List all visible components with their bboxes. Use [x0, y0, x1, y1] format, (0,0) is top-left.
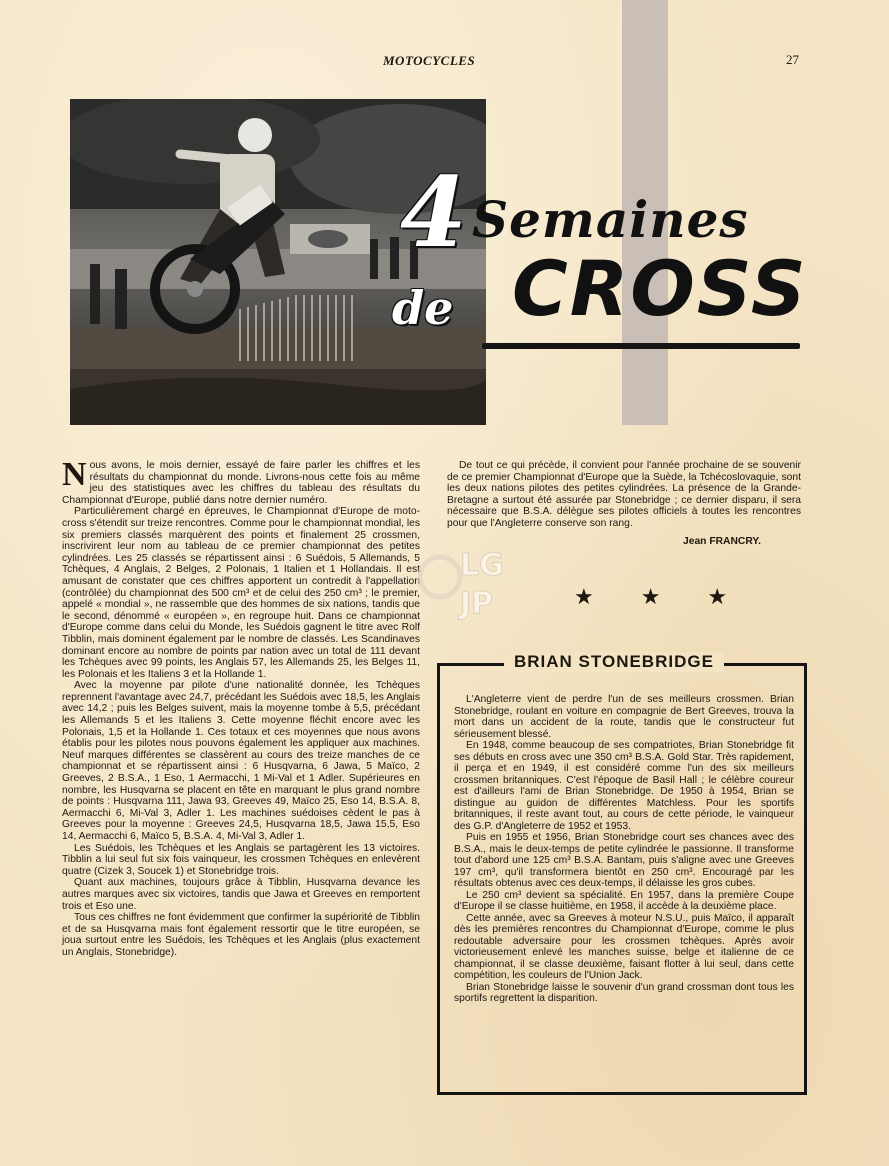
article-paragraph: Les Suédois, les Tchèques et les Anglais se partagèrent les 13 victoires. Tibblin a lui seul fut six fois vainqueur, les crossmen Tchèques en enlevèrent quatre (Cizek 3, Soucek 1) et Stonebridge trois. [62, 842, 420, 877]
obituary-paragraph: L'Angleterre vient de perdre l'un de ses meilleurs crossmen. Brian Stonebridge, roulant en voiture en compagnie de Bert Greeves, trouva la mort dans un accident de la route, tandis que le constructeur fut sérieusement blessé. [454, 694, 794, 740]
obituary-paragraph: Le 250 cm³ devient sa spécialité. En 1957, dans la première Coupe d'Europe il se classe huitième, en 1958, il accède à la deuxième place. [454, 889, 794, 912]
article-left-column [62, 456, 420, 959]
obituary-paragraph: En 1948, comme beaucoup de ses compatriotes, Brian Stonebridge fit ses débuts en cross avec une 350 cm³ B.S.A. Gold Star. Très rapidement, il perça et en 1949, il est considéré comme l'un des six meilleurs crossmen britanniques. C'est l'époque de Basil Hall ; le célèbre coureur est d'ailleurs l'ami de Brian Stonebridge. De 1950 à 1954, Brian se distingue au guidon de différentes Matchless. Pour les sportifs britanniques, il reste avant tout, au cours de cette période, le vainqueur des G.P. d'Angleterre de 1952 et 1953. [454, 740, 794, 832]
article-paragraph: Quant aux machines, toujours grâce à Tibblin, Husqvarna devance les autres marques avec six victoires, tandis que Jawa et Greeves en remportent trois et Eso une. [62, 877, 420, 912]
dropcap: N [62, 456, 87, 493]
running-head: MOTOCYCLES [383, 53, 476, 68]
title-underline [482, 343, 800, 349]
article-paragraph: Tous ces chiffres ne font évidemment que confirmer la supériorité de Tibblin et de sa Husqvarna mais font également ressortir que le titre européen, se joua surtout entre les Suédois, les Tchèques et les Anglais (plus exactement un Anglais, Stonebridge). [62, 912, 420, 958]
svg-text:LG: LG [460, 548, 504, 583]
article-title [380, 156, 808, 365]
obituary-paragraph: Brian Stonebridge laisse le souvenir d'un grand crossman dont tous les sportifs regrettent la disparition. [454, 981, 794, 1004]
section-separator: ★ ★ ★ [574, 585, 748, 610]
title-word-semaines: Semaines [472, 190, 749, 249]
obituary-box [437, 652, 807, 1095]
watermark-logo [418, 537, 518, 627]
article-paragraph: Avec la moyenne par pilote d'une nationalité donnée, les Tchèques reprennent l'avantage avec 24,7, précédant les Suédois avec 18,5, les Anglais avec 14,2 ; puis les Belges suivent, mais la moyenne tombe à 5,5, précédant les Allemands 5 et les Italiens 3. Cette moyenne fléchit encore avec les Polonais, 1,5 et la Hollande 1. Ces totaux et ces moyennes que nous avons établis pour les pilotes nous pouvons également les appliquer aux machines. Neuf marques différentes se classèrent au cours des treize manches de ce championnat et se répartissent ainsi : 6 Husqvarna, 6 Jawa, 5 Maïco, 2 Greeves, 2 B.S.A., 1 Eso, 1 Aermacchi, 1 Mi-Val et 1 Adler. Supérieures en nombre, les Husqvarna se placent en tête en marquant le plus grand nombre de points : Husqvarna 111, Jawa 93, Greeves 49, Maïco 25, Eso 14, B.S.A. 8, Aermacchi 6, Mi-Val 3, Adler 1. Les machines suédoises cèdent le pas à Greeves pour la moyenne : Greeves 24,5, Husqvarna 18,5, Jawa 15,5, Eso 14, Aermacchi 6, Maïco 5, B.S.A. 4, Mi-Val 3, Adler 1. [62, 680, 420, 842]
article-right-column [447, 460, 801, 547]
title-word-de: de [392, 281, 454, 335]
title-number: 4 [400, 156, 467, 269]
article-conclusion: De tout ce qui précède, il convient pour l'année prochaine de se souvenir de ce premier Championnat d'Europe que la Suède, la Tchécoslovaquie, sont les deux nations pilotes des petites cylindrées. La présence de la Grande-Bretagne a surtout été assurée par Stonebridge ; ce dernier disparu, il sera nécessaire que B.S.A. délègue ses pilotes officiels à toutes les rencontres pour que l'Angleterre conserve son rang. [447, 460, 801, 529]
page-number: 27 [786, 52, 799, 67]
article-paragraph: Nous avons, le mois dernier, essayé de faire parler les chiffres et les résultats du championnat du monde. Livrons-nous cette fois au même jeu des statistiques avec les chiffres du tableau des résultats du Championnat d'Europe, publié dans notre dernier numéro. [62, 456, 420, 506]
obituary-body [454, 694, 794, 1005]
svg-text:JP: JP [460, 586, 494, 621]
obituary-title: BRIAN STONEBRIDGE [504, 652, 724, 672]
obituary-paragraph: Cette année, avec sa Greeves à moteur N.S.U., puis Maïco, il apparaît dès les premières rencontres du Championnat d'Europe, comme le plus redoutable adversaire pour les crossmen tchèques. Après avoir victorieusement enlevé les manches suisse, belge et italienne de ce championnat, il se classe deuxième, faisant flotter à lui seul, dans cette compétition, les couleurs de l'Union Jack. [454, 912, 794, 981]
title-word-cross: CROSS [512, 244, 808, 333]
author-signature: Jean FRANCRY. [682, 535, 761, 547]
obituary-paragraph: Puis en 1955 et 1956, Brian Stonebridge court ses chances avec des B.S.A., mais le deux-temps de petite cylindrée le passionne. Il transforme tout d'abord une 125 cm³ B.S.A. Bantam, puis s'aligne avec une Greeves 197 cm³, qu'il transformera bientôt en 250 cm³. Encouragé par les résultats obtenus avec ces deux-temps, il délaisse les gros cubes. [454, 832, 794, 889]
article-paragraph: Particulièrement chargé en épreuves, le Championnat d'Europe de moto-cross s'étendit sur treize rencontres. Comme pour le championnat mondial, les six premiers classés marquèrent des points et finalement 25 crossmen, inscrivirent leur nom au tableau de ce premier championnat des petites cylindrées. Les 25 classés se répartissent ainsi : 6 Suédois, 5 Allemands, 5 Tchèques, 4 Anglais, 2 Belges, 2 Polonais, 1 Italien et 1 Hollandais. Il est amusant de constater que ces chiffres apportent un contredit à l'appellation (contrôlée) du championnat des 500 cm³ et de celui des 250 cm³ ; le premier, appelé « mondial », ne rassemble que des hommes de six nations, tandis que le second, dénommé « européen », en regroupe huit. Dans ce championnat d'Europe comme dans celui du Monde, les Suédois gagnent le titre avec Rolf Tibblin, mais dominent également par le nombre de classés. Les Scandinaves dominant encore au nombre de points par nation avec un total de 111 devant les Tchèques avec 99 points, les Anglais 57, les Allemands 25, les Belges 11, les Polonais et les Italiens 3 et la Hollande 1. [62, 506, 420, 680]
